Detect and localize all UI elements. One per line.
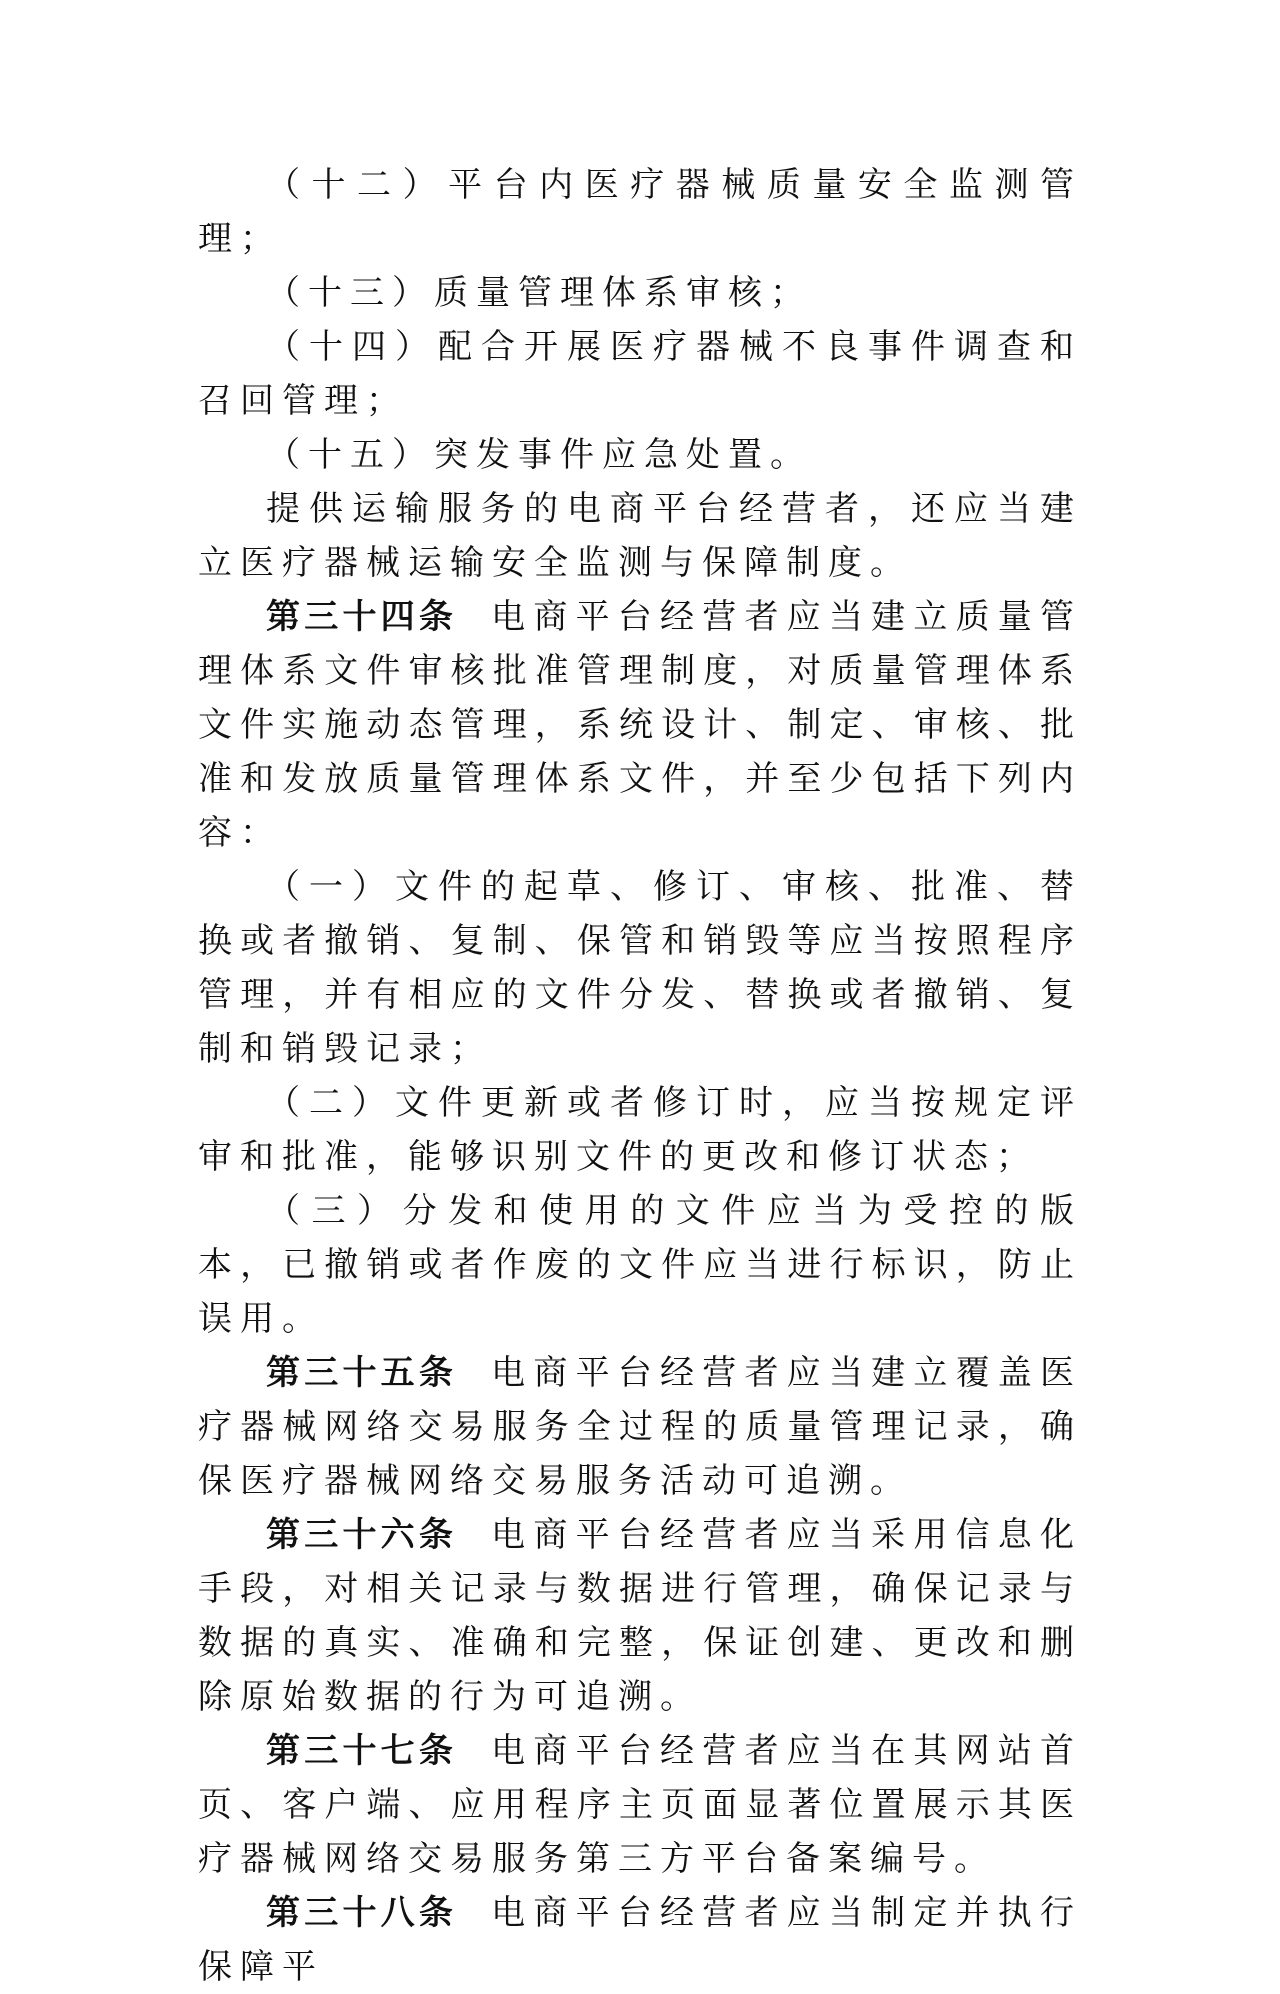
article-text: 电商平台经营者应当制定并执行保障平 — [198, 1893, 1083, 1987]
paragraph-text: （一）文件的起草、修订、审核、批准、替换或者撤销、复制、保管和销毁等应当按照程序管理，并有相应的文件分发、替换或者撤销、复制和销毁记录； — [198, 867, 1082, 1069]
paragraph-transport — [198, 482, 1082, 590]
paragraph-item-2 — [198, 1076, 1082, 1184]
paragraph-item-1 — [198, 860, 1082, 1076]
article-text: 电商平台经营者应当在其网站首页、客户端、应用程序主页面显著位置展示其医疗器械网络交易服务第三方平台备案编号。 — [198, 1731, 1083, 1879]
article-text: 电商平台经营者应当建立覆盖医疗器械网络交易服务全过程的质量管理记录，确保医疗器械网络交易服务活动可追溯。 — [198, 1353, 1083, 1501]
paragraph-item-15 — [198, 428, 1082, 482]
paragraph-text: （十三）质量管理体系审核； — [266, 273, 812, 313]
paragraph-text: （十五）突发事件应急处置。 — [266, 435, 812, 475]
article-number: 第三十六条 — [266, 1515, 458, 1555]
paragraph-item-12 — [198, 158, 1082, 266]
paragraph-text: （三）分发和使用的文件应当为受控的版本，已撤销或者作废的文件应当进行标识，防止误用。 — [198, 1191, 1082, 1339]
paragraph-text: （二）文件更新或者修订时，应当按规定评审和批准，能够识别文件的更改和修订状态； — [198, 1083, 1082, 1177]
article-36 — [198, 1508, 1082, 1724]
article-text: 电商平台经营者应当建立质量管理体系文件审核批准管理制度，对质量管理体系文件实施动态管理，系统设计、制定、审核、批准和发放质量管理体系文件，并至少包括下列内容： — [198, 597, 1083, 853]
paragraph-item-14 — [198, 320, 1082, 428]
article-38 — [198, 1886, 1082, 1994]
paragraph-text: （十四）配合开展医疗器械不良事件调查和召回管理； — [198, 327, 1082, 421]
document-page — [198, 158, 1082, 1994]
article-34 — [198, 590, 1082, 860]
article-text: 电商平台经营者应当采用信息化手段，对相关记录与数据进行管理，确保记录与数据的真实、准确和完整，保证创建、更改和删除原始数据的行为可追溯。 — [198, 1515, 1083, 1717]
article-number: 第三十四条 — [266, 597, 458, 637]
article-number: 第三十八条 — [266, 1893, 458, 1933]
article-35 — [198, 1346, 1082, 1508]
paragraph-text: （十二）平台内医疗器械质量安全监测管理； — [198, 165, 1082, 259]
article-number: 第三十五条 — [266, 1353, 458, 1393]
article-number: 第三十七条 — [266, 1731, 458, 1771]
article-37 — [198, 1724, 1082, 1886]
paragraph-item-13 — [198, 266, 1082, 320]
paragraph-item-3 — [198, 1184, 1082, 1346]
paragraph-text: 提供运输服务的电商平台经营者，还应当建立医疗器械运输安全监测与保障制度。 — [198, 489, 1082, 583]
